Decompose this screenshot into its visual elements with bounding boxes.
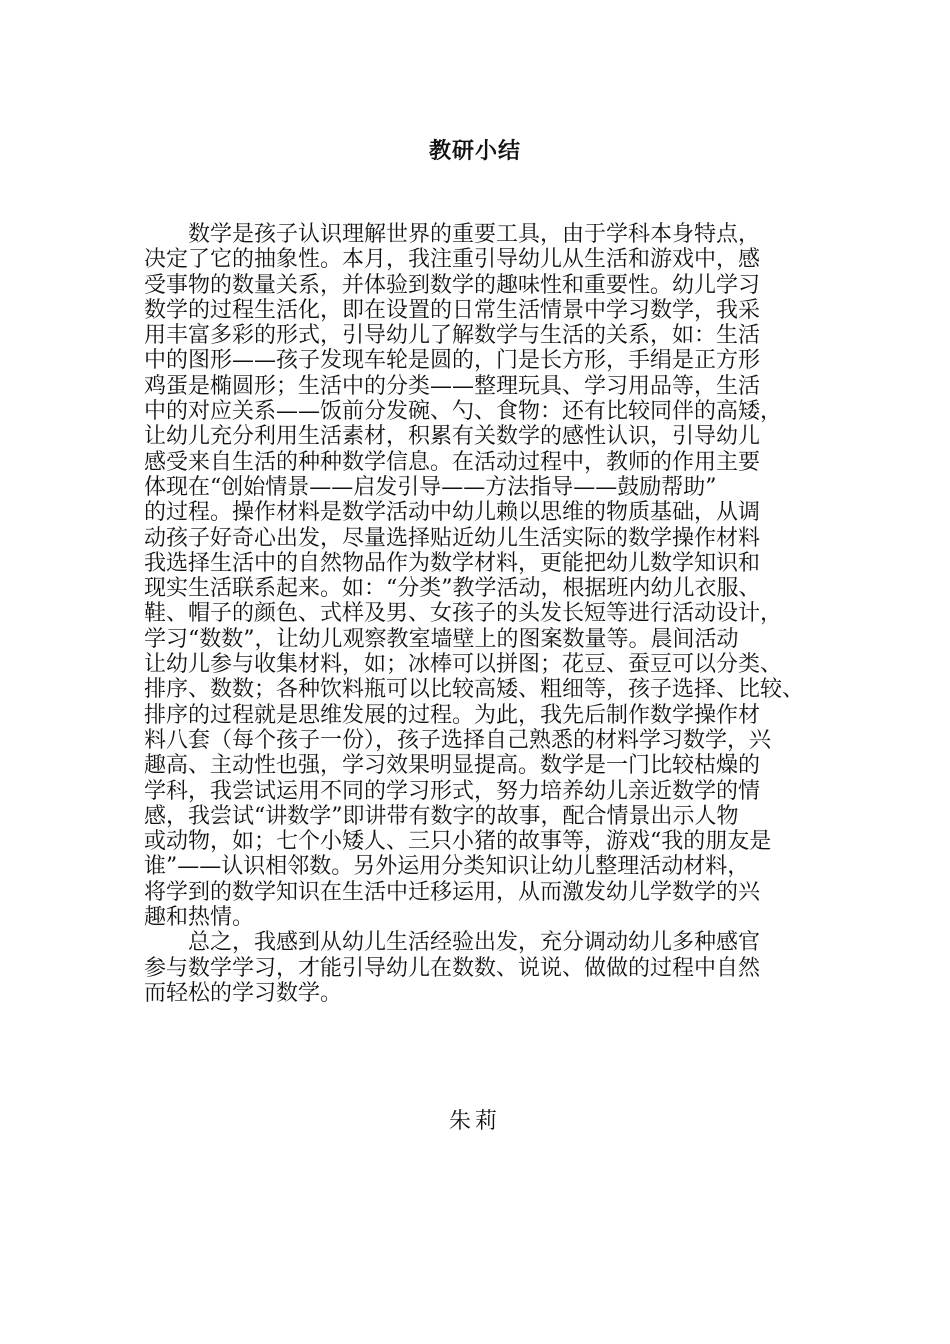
text-line: 谁”——认识相邻数。另外运用分类知识让幼儿整理活动材料， bbox=[144, 854, 750, 880]
text-line: 数学的过程生活化，即在设置的日常生活情景中学习数学，我采 bbox=[144, 297, 761, 323]
text-line: 让幼儿充分利用生活素材，积累有关数学的感性认识，引导幼儿 bbox=[144, 424, 761, 450]
document-title: 教研小结 bbox=[428, 138, 521, 164]
text-line: 体现在“创始情景——启发引导——方法指导——鼓励帮助” bbox=[144, 474, 717, 500]
text-line: 动孩子好奇心出发，尽量选择贴近幼儿生活实际的数学操作材料 bbox=[144, 525, 761, 551]
text-line: 趣和热情。 bbox=[144, 905, 255, 931]
text-line: 中的图形——孩子发现车轮是圆的，门是长方形，手绢是正方形 bbox=[144, 348, 761, 374]
text-line: 趣高、主动性也强，学习效果明显提高。数学是一门比较枯燥的 bbox=[144, 753, 761, 779]
text-line: 将学到的数学知识在生活中迁移运用，从而激发幼儿学数学的兴 bbox=[144, 879, 761, 905]
text-line: 或动物，如；七个小矮人、三只小猪的故事等，游戏“我的朋友是 bbox=[144, 829, 772, 855]
text-line: 受事物的数量关系，并体验到数学的趣味性和重要性。幼儿学习 bbox=[144, 272, 761, 298]
text-line: 感，我尝试“讲数学”即讲带有数字的故事，配合情景出示人物 bbox=[144, 803, 739, 829]
text-line: 排序、数数；各种饮料瓶可以比较高矮、粗细等，孩子选择、比较、 bbox=[144, 677, 805, 703]
text-line: 用丰富多彩的形式，引导幼儿了解数学与生活的关系，如：生活 bbox=[144, 323, 761, 349]
text-line: 让幼儿参与收集材料，如；冰棒可以拼图；花豆、蚕豆可以分类、 bbox=[144, 652, 783, 678]
text-line: 参与数学学习，才能引导幼儿在数数、说说、做做的过程中自然 bbox=[144, 955, 761, 981]
text-line: 数学是孩子认识理解世界的重要工具，由于学科本身特点， bbox=[144, 222, 761, 247]
body-text bbox=[144, 222, 808, 1006]
text-line: 我选择生活中的自然物品作为数学材料，更能把幼儿数学知识和 bbox=[144, 550, 761, 576]
text-line: 总之，我感到从幼儿生活经验出发，充分调动幼儿多种感官 bbox=[144, 930, 761, 956]
text-line: 学科，我尝试运用不同的学习形式，努力培养幼儿亲近数学的情 bbox=[144, 778, 761, 804]
text-line: 鞋、帽子的颜色、式样及男、女孩子的头发长短等进行活动设计， bbox=[144, 601, 783, 627]
text-line: 学习“数数”，让幼儿观察教室墙壁上的图案数量等。晨间活动 bbox=[144, 626, 739, 652]
text-line: 的过程。操作材料是数学活动中幼儿赖以思维的物质基础，从调 bbox=[144, 500, 761, 526]
text-line: 排序的过程就是思维发展的过程。为此，我先后制作数学操作材 bbox=[144, 702, 761, 728]
text-line: 鸡蛋是椭圆形；生活中的分类——整理玩具、学习用品等，生活 bbox=[144, 373, 761, 399]
text-line: 感受来自生活的种种数学信息。在活动过程中，教师的作用主要 bbox=[144, 449, 761, 475]
text-line: 中的对应关系——饭前分发碗、勺、食物：还有比较同伴的高矮， bbox=[144, 399, 783, 425]
text-line: 料八套（每个孩子一份），孩子选择自己熟悉的材料学习数学，兴 bbox=[144, 727, 772, 753]
text-line: 决定了它的抽象性。本月，我注重引导幼儿从生活和游戏中，感 bbox=[144, 247, 761, 273]
text-line: 现实生活联系起来。如：“分类”教学活动，根据班内幼儿衣服、 bbox=[144, 576, 761, 602]
text-line: 而轻松的学习数学。 bbox=[144, 980, 343, 1006]
author-name: 朱莉 bbox=[448, 1109, 501, 1134]
